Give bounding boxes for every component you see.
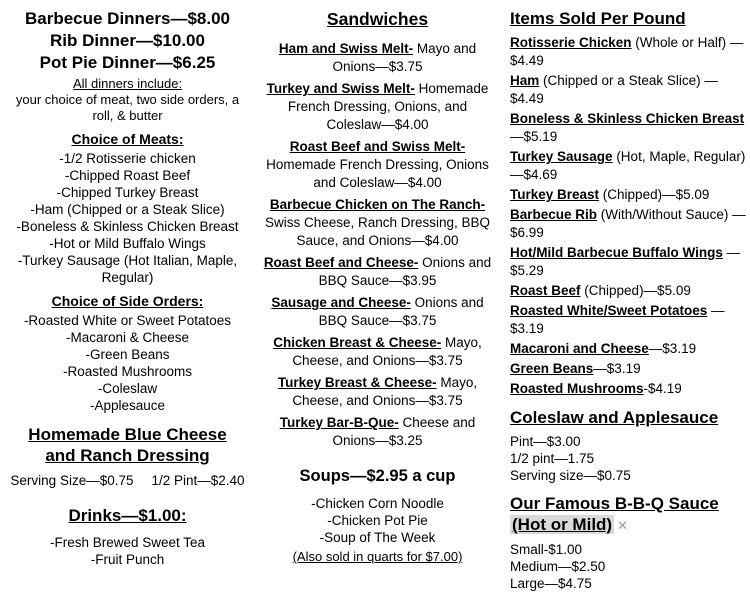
bbq-sauce-heading-line1: Our Famous B-B-Q Sauce [510, 494, 719, 513]
meat-item: -Ham (Chipped or a Steak Slice) [30, 202, 225, 217]
per-pound-column [500, 0, 750, 591]
per-pound-price: (Whole or Half) —$4.49 [510, 35, 744, 68]
soups-note: (Also sold in quarts for $7.00) [292, 549, 463, 564]
dinner-heading: Rib Dinner—$10.00 [50, 31, 205, 50]
side-item: -Green Beans [85, 347, 170, 362]
side-item: -Coleslaw [97, 381, 158, 396]
sandwiches-heading: Sandwiches [326, 9, 429, 29]
bbq-sauce-line: Medium—$2.50 [510, 559, 606, 574]
per-pound-price: (With/Without Sauce) —$6.99 [510, 207, 746, 240]
bbq-sauce-heading-line2-text: (Hot or Mild) [512, 515, 613, 534]
side-item: -Applesauce [89, 398, 166, 413]
meat-item: -Chipped Roast Beef [64, 168, 191, 183]
per-pound-name: Hot/Mild Barbecue Buffalo Wings [510, 245, 723, 260]
sandwich-item [259, 80, 496, 134]
per-pound-name: Turkey Sausage [510, 149, 613, 164]
coleslaw-applesauce-line: Pint—$3.00 [510, 434, 581, 449]
dressing-pint-price: 1/2 Pint—$2.40 [151, 473, 245, 488]
sandwich-item [259, 414, 496, 450]
soups-heading: Soups—$2.95 a cup [299, 467, 456, 485]
sandwich-name: Chicken Breast & Cheese- [273, 335, 442, 350]
sandwich-item [259, 196, 496, 250]
sandwich-name: Roast Beef and Cheese- [263, 255, 419, 270]
dressing-serving-price: Serving Size—$0.75 [10, 473, 134, 488]
dinner-headings [0, 8, 255, 74]
sides-heading: Choice of Side Orders: [51, 293, 204, 309]
per-pound-item [510, 244, 746, 280]
per-pound-price: —$3.19 [593, 361, 641, 376]
per-pound-item [510, 34, 746, 70]
per-pound-price: -$4.19 [643, 381, 682, 396]
sandwich-item [259, 294, 496, 330]
dinner-heading: Pot Pie Dinner—$6.25 [39, 53, 216, 72]
meats-heading: Choice of Meats: [71, 131, 184, 147]
sandwich-description: Onions and BBQ Sauce—$3.75 [318, 295, 484, 328]
coleslaw-applesauce-line: 1/2 pint—1.75 [510, 451, 595, 466]
sandwich-description: Onions and BBQ Sauce—$3.95 [318, 255, 492, 288]
per-pound-price: — $3.19 [510, 303, 725, 336]
sandwich-item [259, 40, 496, 76]
per-pound-name: Rotisserie Chicken [510, 35, 632, 50]
sandwich-description: Mayo, Cheese, and Onions—$3.75 [292, 375, 478, 408]
per-pound-name: Ham [510, 73, 540, 88]
per-pound-name: Barbecue Rib [510, 207, 598, 222]
per-pound-item [510, 340, 746, 358]
sandwich-description: Homemade French Dressing, Onions, and Coleslaw—$4.00 [287, 81, 489, 132]
coleslaw-applesauce-heading: Coleslaw and Applesauce [510, 408, 719, 427]
per-pound-name: Boneless & Skinless Chicken Breast [510, 111, 745, 126]
sandwich-name: Turkey Breast & Cheese- [277, 375, 437, 390]
sandwich-name: Turkey and Swiss Melt- [266, 81, 415, 96]
per-pound-item [510, 282, 746, 300]
drinks-list [0, 534, 255, 568]
bbq-sauce-list [510, 541, 746, 592]
per-pound-item [510, 206, 746, 242]
dinners-column [0, 0, 255, 580]
meat-item: -1/2 Rotisserie chicken [59, 151, 196, 166]
sandwich-item [259, 138, 496, 192]
per-pound-list [510, 34, 746, 398]
dressing-heading: Homemade Blue Cheese and Ranch Dressing [28, 425, 227, 465]
drink-item: -Fruit Punch [90, 552, 165, 567]
per-pound-name: Turkey Breast [510, 187, 600, 202]
sandwich-item [259, 334, 496, 370]
per-pound-item [510, 72, 746, 108]
sandwich-description: Homemade French Dressing, Onions and Coleslaw—$4.00 [266, 157, 489, 190]
per-pound-item [510, 186, 746, 204]
per-pound-item [510, 360, 746, 378]
per-pound-item [510, 110, 746, 146]
sandwich-name: Sausage and Cheese- [271, 295, 411, 310]
sandwiches-list [259, 40, 496, 450]
sides-list [0, 312, 255, 414]
bbq-sauce-line: Small-$1.00 [510, 542, 583, 557]
sandwich-name: Turkey Bar-B-Que- [279, 415, 399, 430]
soup-item: -Soup of The Week [319, 530, 436, 545]
soup-item: -Chicken Corn Noodle [311, 496, 444, 511]
sandwich-description: Mayo and Onions—$3.75 [332, 41, 477, 74]
dinners-include-label: All dinners include: [72, 76, 183, 91]
bbq-sauce-heading [510, 493, 746, 536]
side-item: -Macaroni & Cheese [65, 330, 190, 345]
per-pound-heading: Items Sold Per Pound [510, 9, 686, 28]
per-pound-price: (Chipped or a Steak Slice) — $4.49 [510, 73, 718, 106]
per-pound-name: Green Beans [510, 361, 594, 376]
sandwich-description: Swiss Cheese, Ranch Dressing, BBQ Sauce, and Onions—$4.00 [264, 215, 491, 248]
sandwich-item [259, 254, 496, 290]
per-pound-price: —$5.29 [510, 245, 741, 278]
meat-item: -Boneless & Skinless Chicken Breast [16, 219, 239, 234]
side-item: -Roasted White or Sweet Potatoes [23, 313, 232, 328]
side-item: -Roasted Mushrooms [62, 364, 193, 379]
soup-item: -Chicken Pot Pie [327, 513, 428, 528]
sandwiches-column [255, 0, 500, 580]
watermark-close-icon: ✕ [617, 518, 628, 533]
meats-list [0, 150, 255, 286]
drinks-heading: Drinks—$1.00: [68, 506, 187, 525]
per-pound-item [510, 380, 746, 398]
per-pound-name: Roasted Mushrooms [510, 381, 644, 396]
coleslaw-applesauce-line: Serving size—$0.75 [510, 468, 631, 483]
sandwich-description: Cheese and Onions—$3.25 [332, 415, 476, 448]
per-pound-price: (Hot, Maple, Regular)—$4.69 [510, 149, 746, 182]
meat-item: -Hot or Mild Buffalo Wings [49, 236, 206, 251]
per-pound-name: Macaroni and Cheese [510, 341, 649, 356]
bbq-sauce-heading-line2 [510, 514, 746, 536]
per-pound-item [510, 148, 746, 184]
soups-list [259, 495, 496, 546]
per-pound-price: (Chipped)—$5.09 [580, 283, 691, 298]
per-pound-name: Roasted White/Sweet Potatoes [510, 303, 708, 318]
per-pound-item [510, 302, 746, 338]
per-pound-name: Roast Beef [510, 283, 581, 298]
sandwich-name: Roast Beef and Swiss Melt- [289, 139, 466, 154]
sandwich-name: Barbecue Chicken on The Ranch- [269, 197, 486, 212]
dressing-prices [0, 472, 255, 489]
bbq-sauce-line: Large—$4.75 [510, 576, 592, 591]
sandwich-description: Mayo, Cheese, and Onions—$3.75 [292, 335, 482, 368]
sandwich-item [259, 374, 496, 410]
meat-item: -Chipped Turkey Breast [56, 185, 199, 200]
dinners-include-text: your choice of meat, two side orders, a roll, & butter [15, 92, 240, 123]
per-pound-price: —$3.19 [648, 341, 697, 356]
meat-item: -Turkey Sausage (Hot Italian, Maple, Regular) [17, 253, 238, 285]
per-pound-price: —$5.19 [510, 129, 558, 144]
drink-item: -Fresh Brewed Sweet Tea [49, 535, 206, 550]
dinner-heading: Barbecue Dinners—$8.00 [24, 9, 231, 28]
coleslaw-applesauce-list [510, 433, 746, 484]
sandwich-name: Ham and Swiss Melt- [278, 41, 414, 56]
per-pound-price: (Chipped)—$5.09 [599, 187, 710, 202]
